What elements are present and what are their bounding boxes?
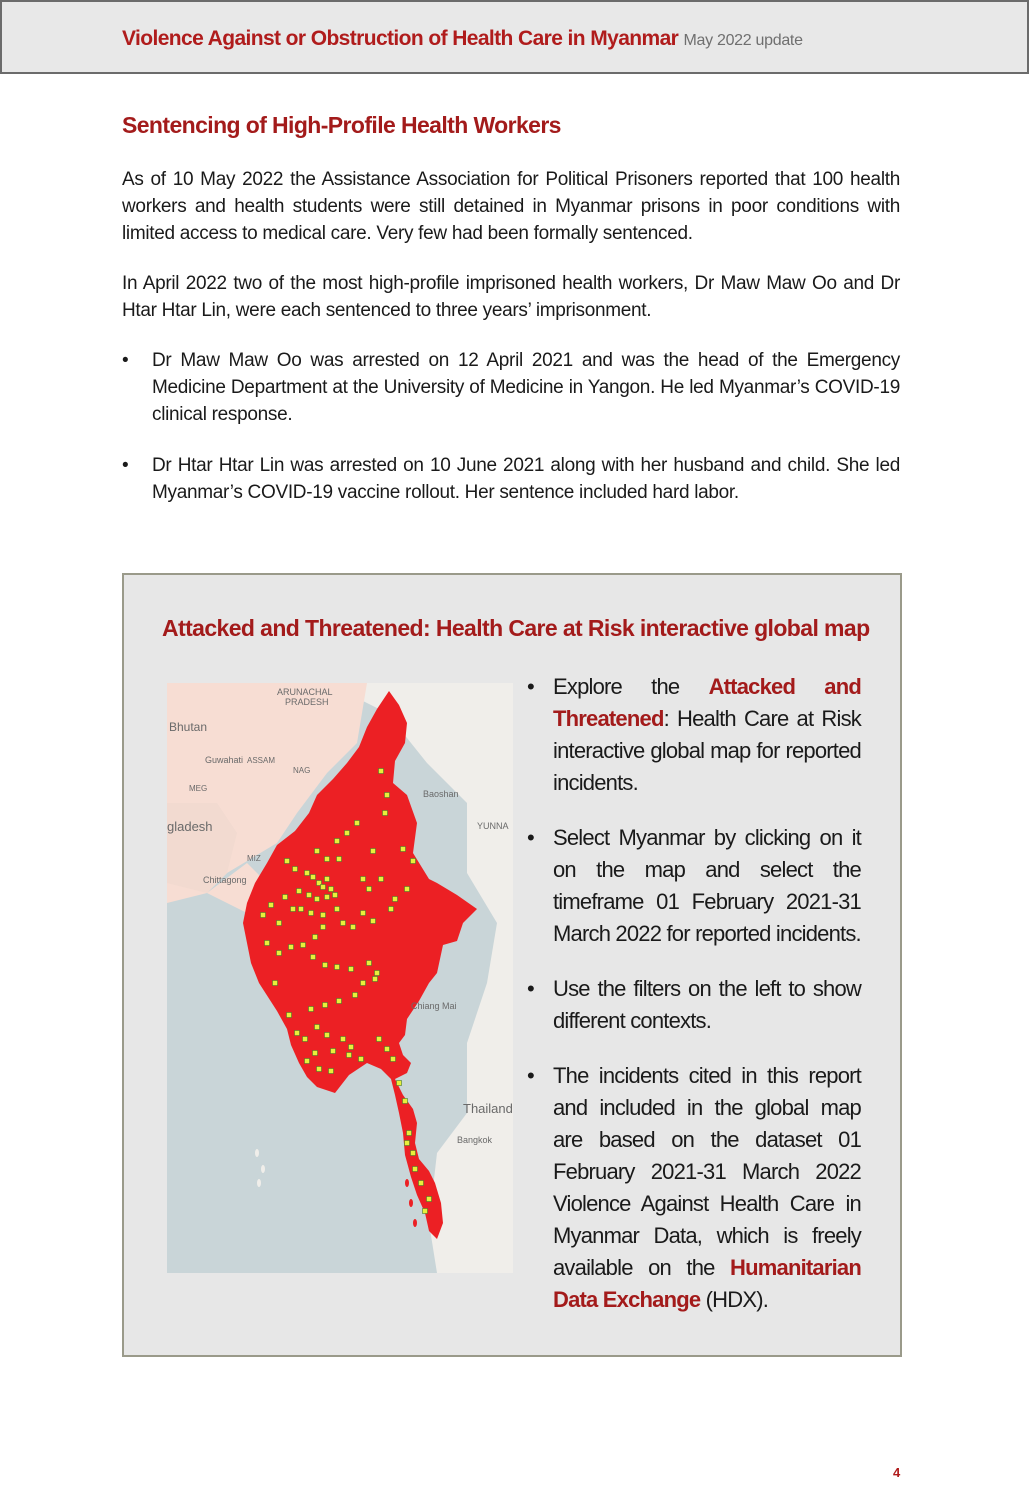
list-item: • Dr Maw Maw Oo was arrested on 12 April 2021 and was the head of the Emergency Medicine Department at the University of Medicine in Yangon. He led Myanmar’s COVID-19 clinical response. bbox=[122, 347, 900, 428]
incident-marker[interactable] bbox=[311, 955, 316, 960]
island bbox=[255, 1149, 259, 1157]
incident-marker[interactable] bbox=[329, 887, 334, 892]
incident-marker[interactable] bbox=[413, 1167, 418, 1172]
incident-marker[interactable] bbox=[273, 981, 278, 986]
island bbox=[261, 1165, 265, 1173]
incident-marker[interactable] bbox=[411, 1151, 416, 1156]
incident-marker[interactable] bbox=[377, 1037, 382, 1042]
incident-marker[interactable] bbox=[341, 921, 346, 926]
incident-marker[interactable] bbox=[299, 907, 304, 912]
incident-marker[interactable] bbox=[321, 925, 326, 930]
incident-marker[interactable] bbox=[367, 887, 372, 892]
incident-marker[interactable] bbox=[283, 895, 288, 900]
map-label: PRADESH bbox=[285, 697, 329, 707]
map-label: YUNNA bbox=[477, 821, 509, 831]
map-svg bbox=[167, 683, 513, 1273]
map-label: Baoshan bbox=[423, 789, 459, 799]
instruction-text: The incidents cited in this report and included in the global map are based on the dataset 01 February 2021-31 March 2022 Violence Against Health Care in Myanmar Data, which is freely available on the bbox=[553, 1063, 861, 1280]
incident-marker[interactable] bbox=[313, 935, 318, 940]
instruction-text: (HDX). bbox=[700, 1287, 769, 1312]
incident-marker[interactable] bbox=[407, 1131, 412, 1136]
map-label: Bhutan bbox=[169, 720, 208, 734]
incident-marker[interactable] bbox=[301, 943, 306, 948]
incident-marker[interactable] bbox=[305, 871, 310, 876]
map-label: Thailand bbox=[463, 1101, 513, 1116]
instruction-text: Select Myanmar by clicking on it on the map and select the timeframe 01 February 2021-31 March 2022 for reported incidents. bbox=[553, 825, 861, 946]
incident-marker[interactable] bbox=[309, 1007, 314, 1012]
incident-marker[interactable] bbox=[361, 911, 366, 916]
incident-marker[interactable] bbox=[361, 877, 366, 882]
island bbox=[257, 1179, 261, 1187]
incident-marker[interactable] bbox=[293, 867, 298, 872]
incident-marker[interactable] bbox=[349, 967, 354, 972]
incident-marker[interactable] bbox=[353, 993, 358, 998]
incident-marker[interactable] bbox=[379, 877, 384, 882]
incident-marker[interactable] bbox=[403, 1099, 408, 1104]
incident-marker[interactable] bbox=[383, 811, 388, 816]
incident-marker[interactable] bbox=[359, 1057, 364, 1062]
incident-marker[interactable] bbox=[341, 1037, 346, 1042]
incident-marker[interactable] bbox=[291, 907, 296, 912]
incident-marker[interactable] bbox=[309, 911, 314, 916]
incident-marker[interactable] bbox=[331, 1049, 336, 1054]
incident-marker[interactable] bbox=[335, 839, 340, 844]
incident-marker[interactable] bbox=[329, 1069, 334, 1074]
incident-marker[interactable] bbox=[351, 925, 356, 930]
instruction-item bbox=[527, 973, 861, 1037]
incident-marker[interactable] bbox=[289, 945, 294, 950]
instruction-text: Use the filters on the left to show different contexts. bbox=[553, 976, 861, 1033]
map-info-box bbox=[122, 573, 902, 1357]
incident-marker[interactable] bbox=[371, 919, 376, 924]
incident-marker[interactable] bbox=[311, 875, 316, 880]
island bbox=[405, 1179, 409, 1187]
incident-marker[interactable] bbox=[367, 961, 372, 966]
page-header bbox=[0, 0, 1029, 74]
incident-marker[interactable] bbox=[287, 1013, 292, 1018]
instructions-list bbox=[527, 671, 861, 1339]
map-label: ARUNACHAL bbox=[277, 687, 333, 697]
bullet-list bbox=[122, 347, 900, 428]
incident-marker[interactable] bbox=[295, 1031, 300, 1036]
incident-marker[interactable] bbox=[385, 793, 390, 798]
incident-marker[interactable] bbox=[427, 1197, 432, 1202]
list-item: • Dr Htar Htar Lin was arrested on 10 June 2021 along with her husband and child. She led Myanmar’s COVID-19 vaccine rollout. Her sentence included hard labor. bbox=[122, 452, 900, 506]
incident-marker[interactable] bbox=[277, 951, 282, 956]
incident-marker[interactable] bbox=[355, 821, 360, 826]
incident-marker[interactable] bbox=[379, 769, 384, 774]
section-title: Sentencing of High-Profile Health Workers bbox=[122, 112, 561, 138]
incident-marker[interactable] bbox=[305, 1059, 310, 1064]
incident-marker[interactable] bbox=[307, 893, 312, 898]
box-title: Attacked and Threatened: Health Care at Risk interactive global map bbox=[162, 615, 870, 641]
incident-marker[interactable] bbox=[337, 999, 342, 1004]
incident-marker[interactable] bbox=[325, 877, 330, 882]
map-label: Bangkok bbox=[457, 1135, 493, 1145]
page-number: 4 bbox=[893, 1465, 901, 1480]
incident-marker[interactable] bbox=[325, 857, 330, 862]
map-label: Chittagong bbox=[203, 875, 247, 885]
map-label: Guwahati bbox=[205, 755, 244, 765]
myanmar-incident-map[interactable] bbox=[167, 683, 513, 1273]
incident-marker[interactable] bbox=[303, 1037, 308, 1042]
incident-marker[interactable] bbox=[333, 893, 338, 898]
incident-marker[interactable] bbox=[401, 847, 406, 852]
incident-marker[interactable] bbox=[313, 1051, 318, 1056]
incident-marker[interactable] bbox=[277, 921, 282, 926]
incident-marker[interactable] bbox=[391, 1057, 396, 1062]
map-label: ASSAM bbox=[247, 756, 276, 765]
incident-marker[interactable] bbox=[285, 859, 290, 864]
bullet-glyph: • bbox=[527, 1063, 534, 1088]
instruction-item bbox=[527, 822, 861, 950]
incident-marker[interactable] bbox=[405, 887, 410, 892]
island bbox=[409, 1199, 413, 1207]
bullet-glyph: • bbox=[122, 455, 129, 476]
incident-marker[interactable] bbox=[321, 913, 326, 918]
incident-marker[interactable] bbox=[323, 963, 328, 968]
instruction-text: Explore the bbox=[553, 674, 709, 699]
incident-marker[interactable] bbox=[419, 1181, 424, 1186]
incident-marker[interactable] bbox=[265, 941, 270, 946]
incident-marker[interactable] bbox=[261, 913, 266, 918]
incident-marker[interactable] bbox=[315, 1025, 320, 1030]
incident-marker[interactable] bbox=[375, 971, 380, 976]
incident-marker[interactable] bbox=[335, 907, 340, 912]
incident-marker[interactable] bbox=[423, 1209, 428, 1214]
incident-marker[interactable] bbox=[405, 1141, 410, 1146]
paragraph: In April 2022 two of the most high-profile imprisoned health workers, Dr Maw Maw Oo and Dr Htar Htar Lin, were each sentenced to three years’ imprisonment. bbox=[122, 273, 900, 321]
incident-marker[interactable] bbox=[411, 859, 416, 864]
instruction-text: : Health Care at Risk interactive global map for reported incidents. bbox=[553, 706, 861, 795]
incident-marker[interactable] bbox=[385, 1047, 390, 1052]
incident-marker[interactable] bbox=[347, 1053, 352, 1058]
incident-marker[interactable] bbox=[393, 897, 398, 902]
resource-link[interactable]: Humanitarian Data Exchange bbox=[553, 1255, 861, 1312]
instruction-item bbox=[527, 671, 861, 799]
incident-marker[interactable] bbox=[361, 981, 366, 986]
map-label: NAG bbox=[293, 766, 311, 775]
bullet-glyph: • bbox=[122, 350, 129, 371]
incident-marker[interactable] bbox=[349, 1045, 354, 1050]
bullet-glyph: • bbox=[527, 976, 534, 1001]
report-title: Violence Against or Obstruction of Health Care in Myanmar May 2022 update bbox=[122, 27, 803, 50]
map-label: MEG bbox=[189, 784, 208, 793]
incident-marker[interactable] bbox=[345, 831, 350, 836]
incident-marker[interactable] bbox=[371, 849, 376, 854]
incident-marker[interactable] bbox=[335, 965, 340, 970]
incident-marker[interactable] bbox=[323, 1003, 328, 1008]
incident-marker[interactable] bbox=[389, 907, 394, 912]
incident-marker[interactable] bbox=[397, 1081, 402, 1086]
incident-marker[interactable] bbox=[325, 895, 330, 900]
instruction-item bbox=[527, 1060, 861, 1316]
incident-marker[interactable] bbox=[297, 889, 302, 894]
incident-marker[interactable] bbox=[325, 1033, 330, 1038]
paragraph: As of 10 May 2022 the Assistance Association for Political Prisoners reported that 100 health workers and health students were still detained in Myanmar prisons in poor conditions with limited access to medical care. Very few had been formally sentenced. bbox=[122, 169, 900, 244]
resource-link[interactable]: Attacked and Threatened bbox=[553, 674, 861, 731]
bullet-glyph: • bbox=[527, 825, 534, 850]
report-subtitle: May 2022 update bbox=[683, 32, 803, 49]
incident-marker[interactable] bbox=[317, 1067, 322, 1072]
incident-marker[interactable] bbox=[321, 885, 326, 890]
map-label: MIZ bbox=[247, 854, 261, 863]
incident-marker[interactable] bbox=[269, 903, 274, 908]
incident-marker[interactable] bbox=[315, 849, 320, 854]
bullet-glyph: • bbox=[527, 674, 534, 699]
island bbox=[413, 1219, 417, 1227]
incident-marker[interactable] bbox=[315, 897, 320, 902]
map-label: Chiang Mai bbox=[411, 1001, 457, 1011]
map-label: gladesh bbox=[167, 819, 213, 834]
incident-marker[interactable] bbox=[373, 977, 378, 982]
bullet-list bbox=[122, 452, 900, 506]
incident-marker[interactable] bbox=[337, 857, 342, 862]
